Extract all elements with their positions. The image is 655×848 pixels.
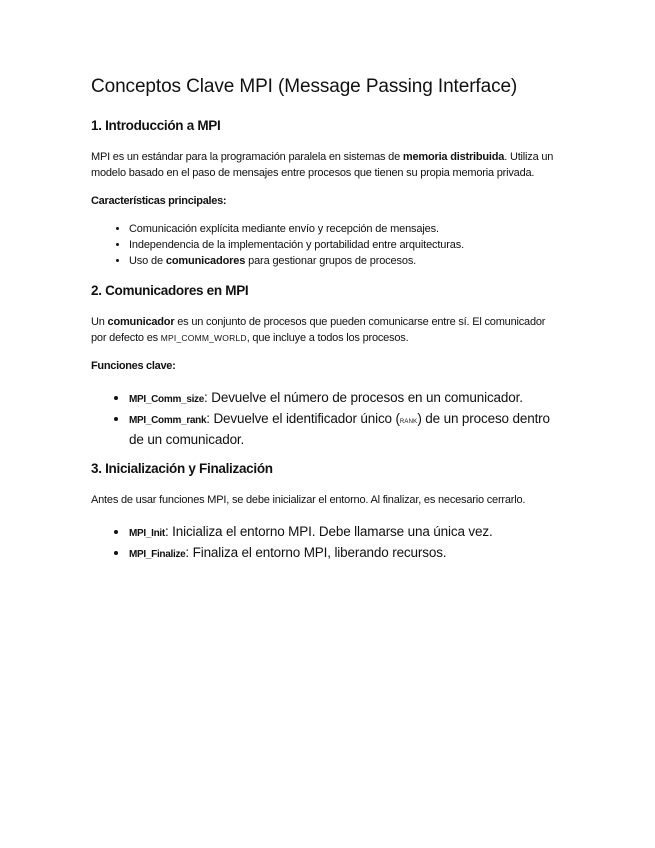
section-2-heading: 2. Comunicadores en MPI — [91, 283, 249, 298]
functions-label: Funciones clave: — [91, 360, 176, 372]
init-functions-list — [91, 522, 563, 564]
features-label: Características principales: — [91, 195, 227, 207]
list-item: • Independencia de la implementación y portabilidad entre arquitecturas. — [129, 237, 563, 253]
text-run: para gestionar grupos de procesos. — [245, 255, 417, 267]
text-run: Un — [91, 316, 108, 328]
text-run: : Inicializa el entorno MPI. Debe llamarse una única vez. — [164, 524, 493, 539]
list-item: • Comunicación explícita mediante envío y recepción de mensajes. — [129, 221, 563, 237]
function-name: MPI_Init — [129, 528, 165, 539]
text-run: , que incluye a todos los procesos. — [246, 332, 409, 344]
bold-term: memoria distribuida — [402, 151, 505, 163]
function-name: MPI_Finalize — [129, 549, 186, 560]
list-item — [129, 543, 563, 564]
bold-term: comunicador — [107, 316, 175, 328]
bold-term: comunicadores — [165, 255, 246, 267]
code-term: MPI_COMM_WORLD — [160, 333, 247, 343]
section-1-heading: 1. Introducción a MPI — [91, 118, 221, 133]
list-item — [129, 388, 563, 409]
section-3-heading: 3. Inicialización y Finalización — [91, 461, 273, 476]
text-run: Uso de — [129, 255, 166, 267]
document-title: Conceptos Clave MPI (Message Passing Interface) — [91, 76, 518, 97]
features-list — [91, 221, 563, 269]
list-item — [129, 253, 563, 269]
text-run: : Devuelve el número de procesos en un comunicador. — [204, 390, 523, 405]
text-run: MPI es un estándar para la programación paralela en sistemas de — [91, 151, 403, 163]
text-run: ) de un proceso dentro de un comunicador. — [129, 411, 550, 447]
section-3-paragraph: Antes de usar funciones MPI, se debe inicializar el entorno. Al finalizar, es necesario cerrarlo. — [91, 494, 526, 506]
text-run: es un conjunto de procesos que pueden comunicarse entre sí. El comunicador por defecto es — [91, 316, 546, 344]
section-2-paragraph — [91, 314, 563, 346]
list-item — [129, 522, 563, 543]
code-term: rank — [399, 415, 418, 425]
section-1-paragraph — [91, 149, 563, 181]
list-item — [129, 409, 563, 449]
function-name: MPI_Comm_size — [129, 394, 205, 405]
function-name: MPI_Comm_rank — [129, 415, 207, 426]
functions-list — [91, 388, 563, 449]
text-run: : Finaliza el entorno MPI, liberando recursos. — [185, 545, 447, 560]
text-run: : Devuelve el identificador único ( — [206, 411, 400, 426]
text-run: . Utiliza un modelo basado en el paso de mensajes entre procesos que tienen su propia memoria privada. — [91, 151, 554, 179]
